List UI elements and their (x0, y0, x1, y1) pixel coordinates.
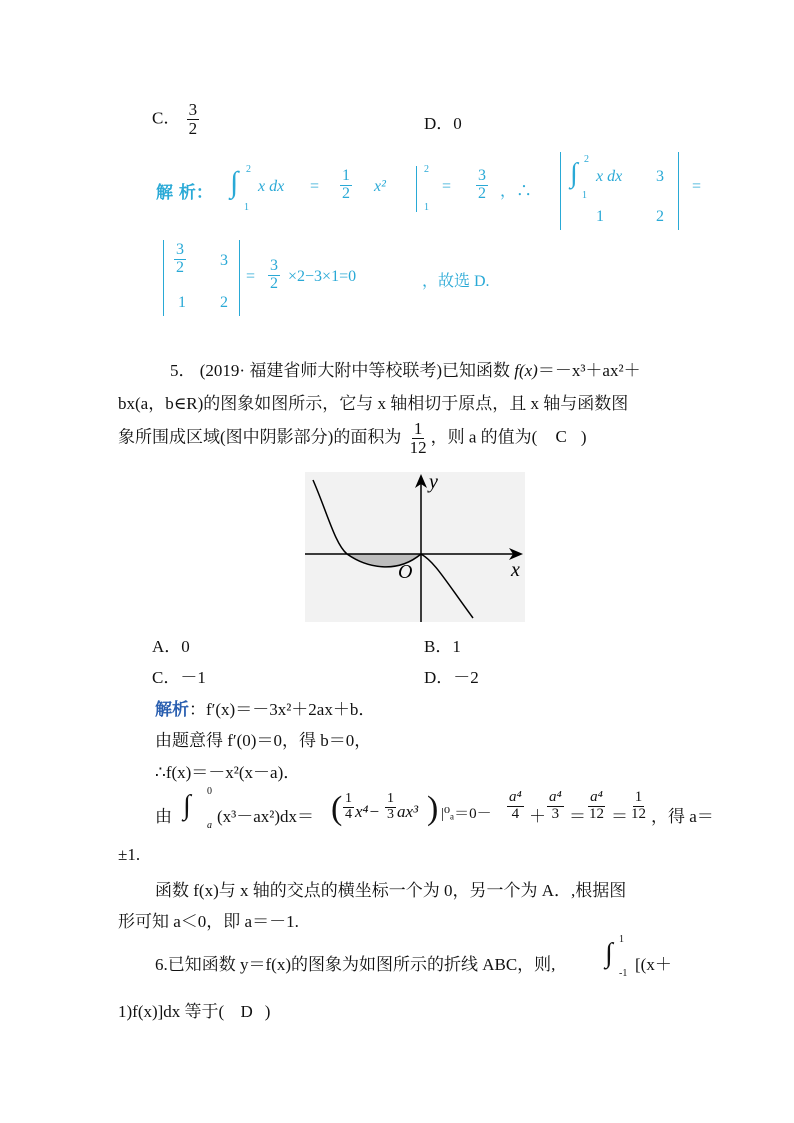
int-upper: 2 (246, 164, 251, 175)
therefore: ，∴ (500, 183, 533, 200)
x-squared: x² (374, 178, 386, 195)
sol4-frac3 (507, 790, 524, 823)
det-integral-sign: ∫ (570, 158, 578, 189)
q6-integral-sign: ∫ (605, 938, 613, 969)
frac-num: 1 (387, 791, 394, 806)
sol4-frac6 (629, 790, 648, 823)
q5-line1 (170, 356, 641, 381)
sol4-tail: ，得 a＝ (651, 807, 714, 826)
det2-d: 2 (220, 294, 228, 311)
q5-sol-line1 (155, 695, 375, 720)
prev-option-d: D．0 (424, 114, 462, 133)
area-fraction (408, 420, 429, 457)
q5-sol-line7: 形可知 a＜0，即 a＝－1. (118, 912, 299, 931)
frac-den: 12 (631, 805, 646, 822)
sol4-eval: |⁰ₐ＝0－ (441, 806, 492, 822)
equals-1: = (310, 178, 320, 195)
q5-line2: bx(a，b∈R)的图象如图所示，它与 x 轴相切于原点，且 x 轴与函数图 (118, 394, 629, 413)
sol4-eq2: ＝ (611, 807, 628, 826)
half-fraction (340, 168, 352, 203)
option-c-label: C． (152, 108, 181, 128)
equals-2: = (442, 178, 452, 195)
det2-c: 1 (178, 294, 186, 311)
frac-den: 3 (551, 805, 560, 822)
frac-den: 4 (511, 805, 520, 822)
int-lower: 1 (244, 202, 249, 213)
tail-choice: ，故选 D. (422, 273, 490, 290)
q5-graph (305, 472, 525, 622)
option-c-fraction (187, 101, 200, 138)
sol4-you: 由 (155, 807, 172, 826)
det-d: 2 (656, 208, 664, 225)
sol4-frac5 (587, 790, 606, 823)
frac-den: 2 (478, 184, 486, 202)
sol4-ax3: ax³ (397, 802, 419, 821)
sol4-int-lower: a (207, 820, 212, 831)
q5-sol-label: 解析 (155, 700, 189, 719)
q5-answer: C (555, 427, 567, 447)
q5-option-c: C．－1 (152, 668, 206, 687)
sol4-plus: ＋ (529, 807, 546, 826)
frac-den: 3 (387, 806, 394, 822)
frac-den: 4 (345, 806, 352, 822)
det-integrand: x dx (596, 168, 623, 185)
q6-text-a: 6.已知函数 y＝f(x)的图象为如图所示的折线 ABC，则, (155, 955, 556, 974)
det-c: 1 (596, 208, 604, 225)
q6-text-c: 1)f(x)]dx 等于( (118, 1002, 225, 1021)
tail-fraction (268, 258, 280, 293)
frac-num: 3 (478, 167, 486, 184)
sol4-x4: x⁴− (355, 802, 380, 821)
sol4-eq1: ＝ (569, 807, 586, 826)
frac-den: 12 (589, 805, 604, 822)
det2-b: 3 (220, 252, 228, 269)
prev-option-c (152, 101, 201, 138)
q5-option-b: B．1 (424, 637, 461, 656)
frac-num: 3 (188, 100, 198, 119)
sol4-rparen: ) (427, 790, 439, 827)
q5-sol-line5: ±1. (118, 845, 141, 864)
result-fraction (476, 168, 488, 203)
q5-sol-line6: 函数 f(x)与 x 轴的交点的横坐标一个为 0，另一个为 A．,根据图 (155, 881, 627, 900)
frac-den: 12 (409, 437, 427, 457)
det-b: 3 (656, 168, 664, 185)
frac-num: 1 (345, 791, 352, 806)
q5-sol-line2: 由题意得 f′(0)＝0，得 b＝0， (155, 731, 372, 750)
q5-number: 5． (170, 361, 196, 380)
eval-upper: 2 (424, 164, 429, 175)
sol4-integral-sign: ∫ (183, 790, 191, 821)
frac-num: 1 (342, 167, 350, 184)
q5-sol-line4 (155, 784, 714, 840)
sol4-integrand: (x³－ax²)dx＝ (217, 807, 315, 826)
q5-fx: f(x) (514, 361, 538, 380)
q5-option-d: D．－2 (424, 668, 479, 687)
sol4-frac2 (385, 792, 396, 822)
sol4-lparen: ( (331, 790, 343, 827)
x-axis-label: x (511, 559, 520, 581)
frac-den: 2 (270, 274, 278, 292)
sol4-frac4 (547, 790, 564, 823)
equals-3: = (692, 178, 702, 195)
q6-text-b: [(x＋ (635, 955, 672, 974)
prev-solution-line1 (156, 154, 716, 234)
frac-num: 3 (176, 241, 184, 258)
q6-line1 (155, 936, 695, 986)
det-left-bar (560, 152, 561, 230)
solution-label: 解 析： (156, 183, 213, 203)
q5-text-b: ＝－x³＋ax²＋ (537, 361, 641, 380)
det-right-bar (678, 152, 679, 230)
det2-right-bar (239, 240, 240, 316)
q5-text-e: ) (580, 427, 587, 447)
eval-bar (416, 166, 417, 212)
frac-num: a⁴ (509, 789, 522, 805)
q6-int-lower: -1 (619, 968, 628, 979)
q5-sol-text1: ：f′(x)＝－3x²＋2ax＋b． (189, 700, 376, 719)
eval-lower: 1 (424, 202, 429, 213)
frac-den: 2 (176, 258, 184, 276)
tail-product: ×2−3×1=0 (288, 268, 357, 285)
frac-num: 3 (270, 257, 278, 274)
sol4-int-upper: 0 (207, 786, 212, 797)
det2-left-bar (163, 240, 164, 316)
y-axis-label: y (429, 472, 438, 493)
frac-den: 2 (188, 118, 198, 138)
origin-label: O (398, 561, 413, 583)
q5-source: (2019· 福建省师大附中等校联考) (199, 361, 442, 380)
q5-option-a: A．0 (152, 637, 190, 656)
frac-num: 1 (413, 419, 423, 438)
det-int-lower: 1 (582, 190, 587, 201)
q6-int-upper: 1 (619, 934, 624, 945)
q6-answer: D (240, 1002, 253, 1021)
frac-den: 2 (342, 184, 350, 202)
graph-background (305, 472, 525, 622)
q6-text-d: ) (264, 1002, 271, 1021)
tail-equals: = (246, 268, 256, 285)
frac-num: a⁴ (549, 789, 562, 805)
q5-sol-line3: ∴f(x)＝－x²(x－a)． (155, 763, 301, 782)
frac-num: a⁴ (590, 789, 603, 805)
integrand: x dx (258, 178, 285, 195)
q5-text-c: 象所围成区域(图中阴影部分)的面积为 (118, 427, 402, 447)
frac-num: 1 (634, 789, 643, 805)
det-int-upper: 2 (584, 154, 589, 165)
q6-line2 (118, 997, 270, 1022)
sol4-frac1 (343, 792, 354, 822)
integral-sign: ∫ (230, 166, 239, 199)
q5-line3 (118, 420, 587, 457)
prev-solution-line2 (160, 240, 680, 320)
q5-text-d: ，则 a 的值为( (430, 427, 538, 447)
q5-text-a: 已知函数 (441, 361, 515, 380)
det2-a-fraction (174, 242, 186, 277)
